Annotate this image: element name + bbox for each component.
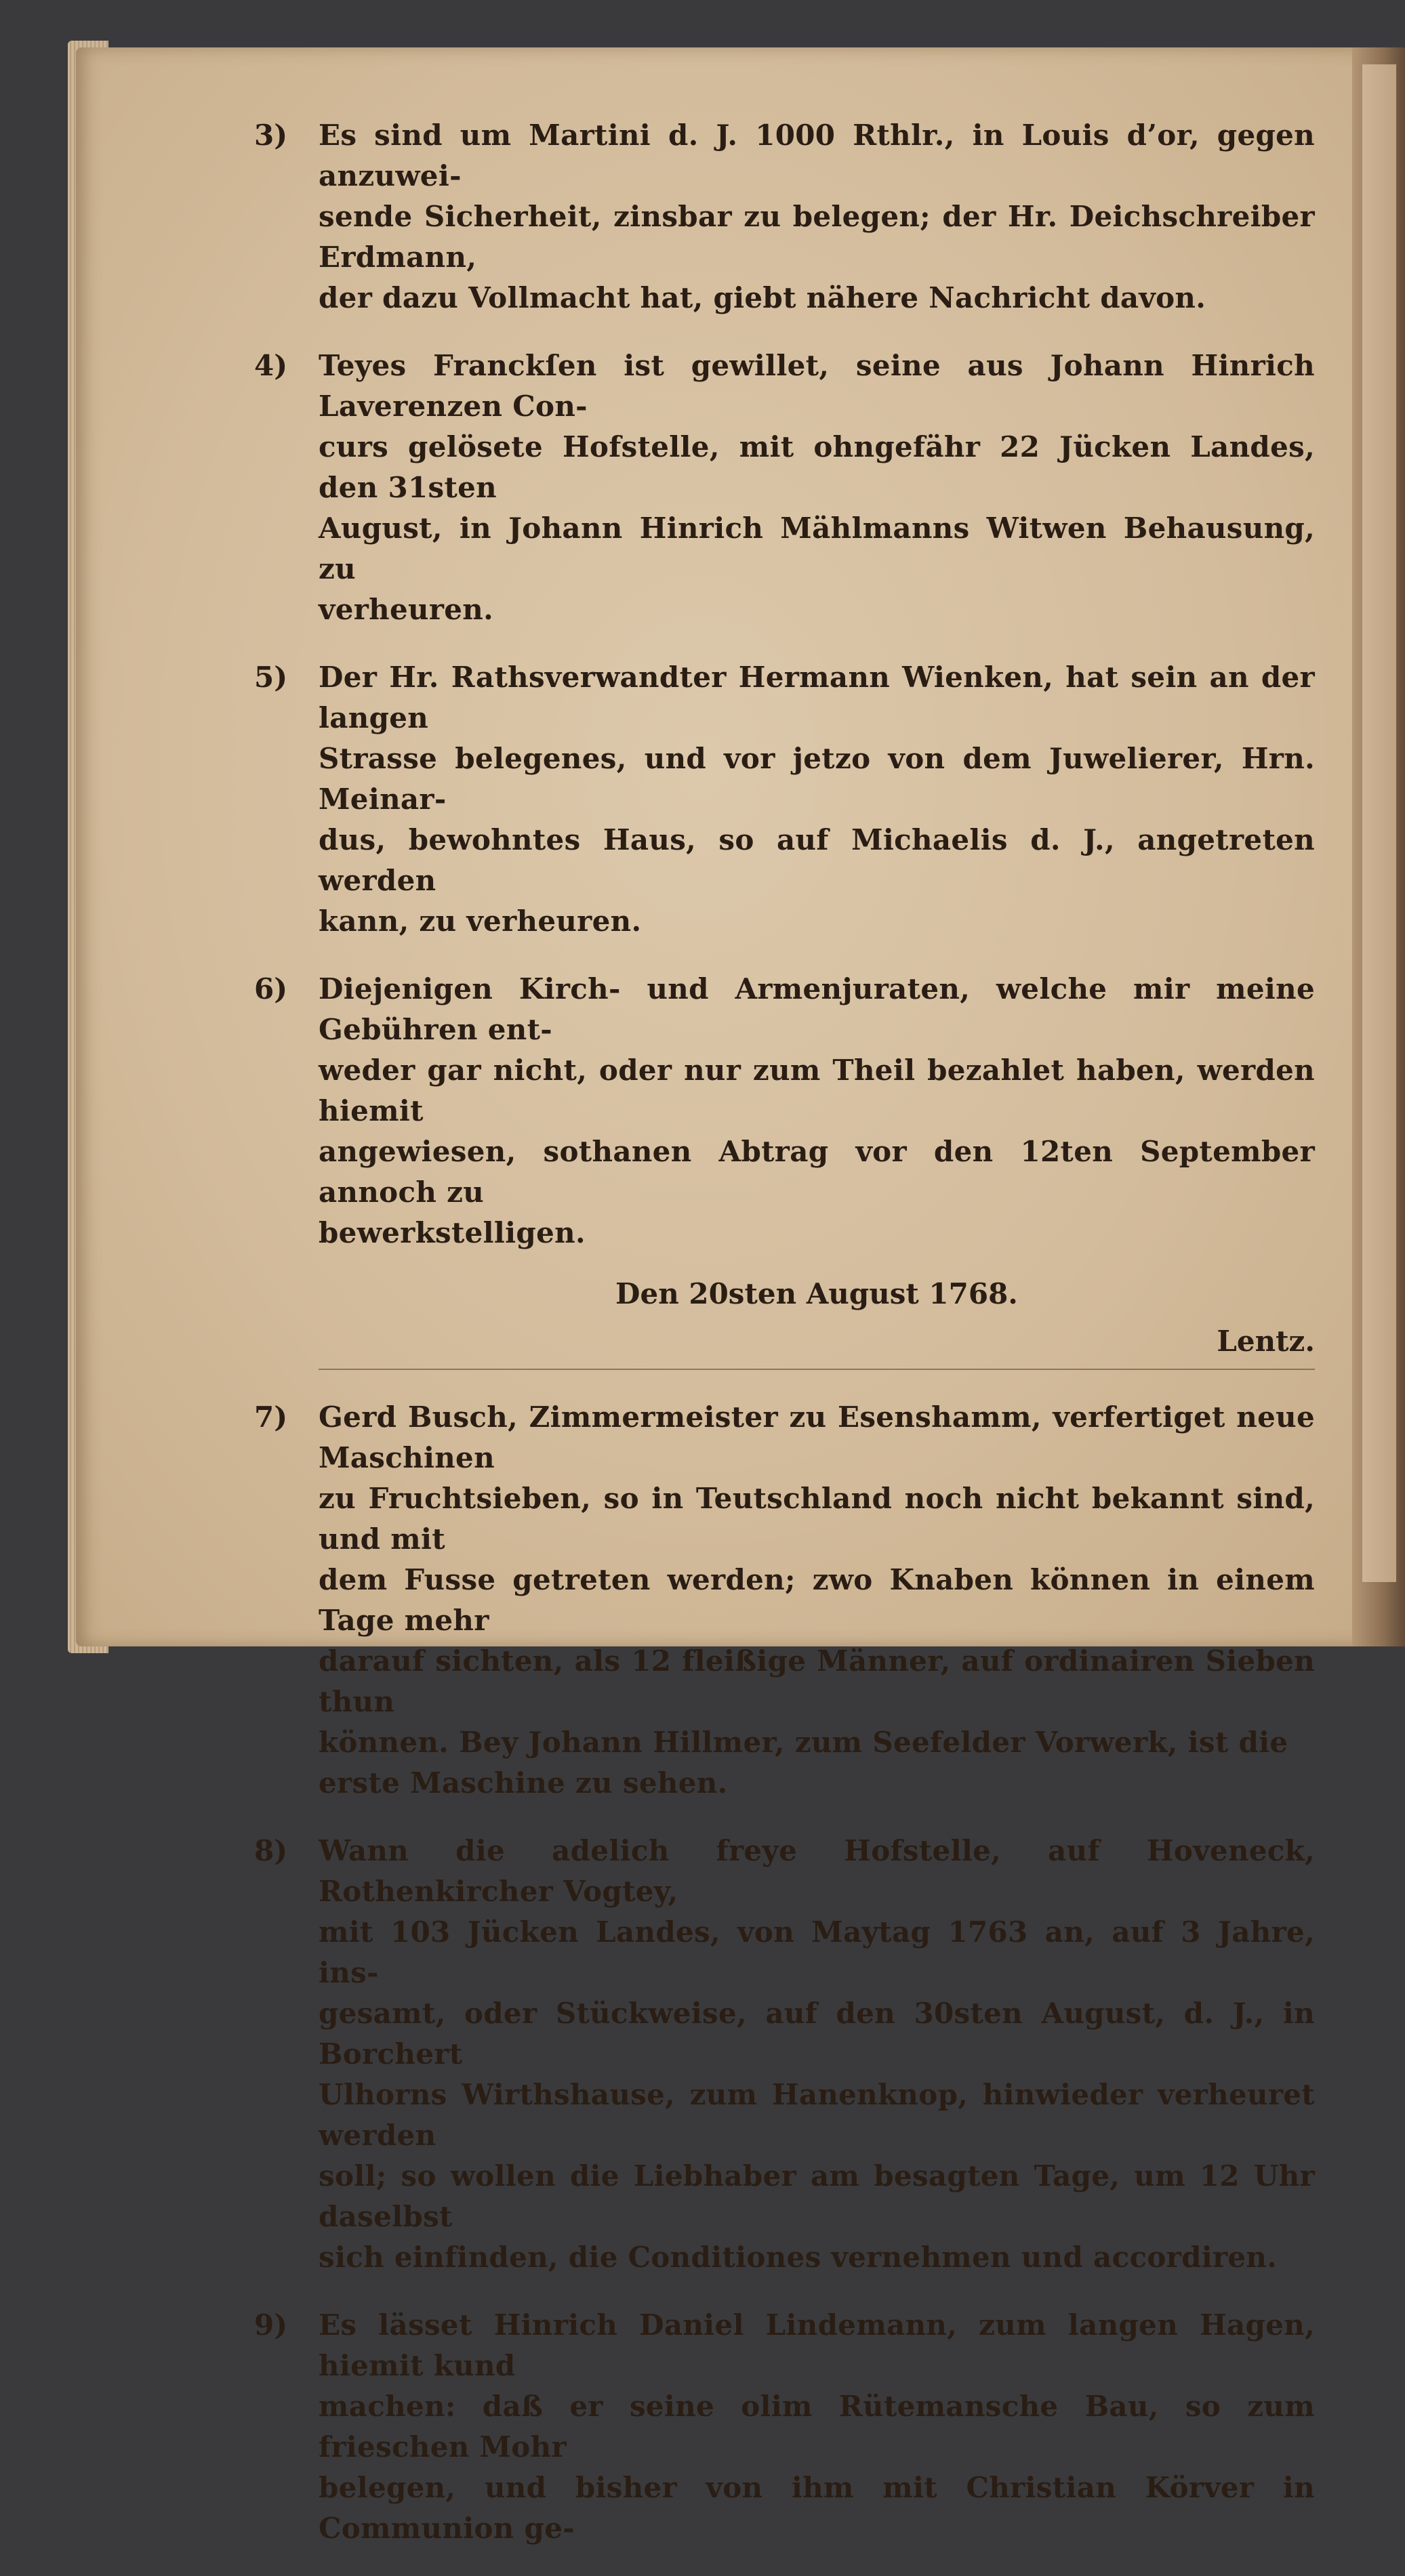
notice-entry	[254, 115, 1315, 318]
notice-entry	[254, 2305, 1315, 2549]
entry-number: 7)	[254, 1400, 288, 1434]
entry-text: Der Hr. Rathsverwandter Hermann Wienken, hat sein an der langen Strasse belegenes, und vor jetzo von dem Juwelierer, Hrn. Meinar- dus, bewohntes Haus, so auf Michaelis d. J., angetreten werden kann, zu verheuren.	[319, 661, 1315, 938]
section-divider	[319, 1369, 1315, 1370]
entry-text: Teyes Franckſen ist gewillet, seine aus Johann Hinrich Laverenzen Con- curs gelösete Hofstelle, mit ohngefähr 22 Jücken Landes, den 31sten August, in Johann Hinrich Mählmanns Witwen Behausung, zu verheuren.	[319, 349, 1315, 626]
entry-number: 5)	[254, 661, 288, 694]
entry-number: 4)	[254, 349, 288, 382]
facing-page-edge	[1362, 64, 1396, 1582]
entry-number: 3)	[254, 119, 288, 152]
signature: Lentz.	[1217, 1325, 1315, 1358]
notice-entry	[254, 1831, 1315, 2278]
entry-number: 9)	[254, 2308, 288, 2342]
entry-number: 6)	[254, 972, 288, 1005]
entry-text: Diejenigen Kirch- und Armenjuraten, welche mir meine Gebühren ent- weder gar nicht, oder nur zum Theil bezahlet haben, werden hiemit angewiesen, sothanen Abtrag vor den 12ten September annoch zu bewerkstelligen.	[319, 972, 1315, 1249]
notice-entry	[254, 657, 1315, 942]
notice-entry	[254, 969, 1315, 1253]
dateline: Den 20sten August 1768.	[615, 1277, 1018, 1310]
entry-text: Es sind um Martini d. J. 1000 Rthlr., in Louis d’or, gegen anzuwei- sende Sicherheit, zinsbar zu belegen; der Hr. Deichschreiber Erdmann, der dazu Vollmacht hat, giebt nähere Nachricht davon.	[319, 119, 1315, 314]
entry-text: Wann die adelich freye Hofstelle, auf Hoveneck, Rothenkircher Vogtey, mit 103 Jücken Landes, von Maytag 1763 an, auf 3 Jahre, ins- gesamt, oder Stückweise, auf den 30sten August, d. J., in Borchert Ulhorns Wirthshause, zum Hanenknop, hinwieder verheuret werden soll; so wollen die Liebhaber am besagten Tage, um 12 Uhr daselbst sich einfinden, die Conditiones vernehmen und accordiren.	[319, 1834, 1315, 2274]
entry-number: 8)	[254, 1834, 288, 1867]
entry-text: Gerd Busch, Zimmermeister zu Esenshamm, verfertiget neue Maschinen zu Fruchtsieben, so in Teutschland noch nicht bekannt sind, und mit dem Fusse getreten werden; zwo Knaben können in einem Tage mehr darauf sichten, als 12 fleißige Männer, auf ordinairen Sieben thun können. Bey Johann Hillmer, zum Seefelder Vorwerk, ist die erste Maschine zu sehen.	[319, 1400, 1315, 1800]
entry-text: Es lässet Hinrich Daniel Lindemann, zum langen Hagen, hiemit kund machen: daß er seine olim Rütemansche Bau, so zum frieschen Mohr belegen, und bisher von ihm mit Christian Körver in Communion ge-	[319, 2308, 1315, 2545]
notice-entry	[254, 1397, 1315, 1804]
page-text	[254, 115, 1315, 2576]
notice-entry	[254, 346, 1315, 630]
